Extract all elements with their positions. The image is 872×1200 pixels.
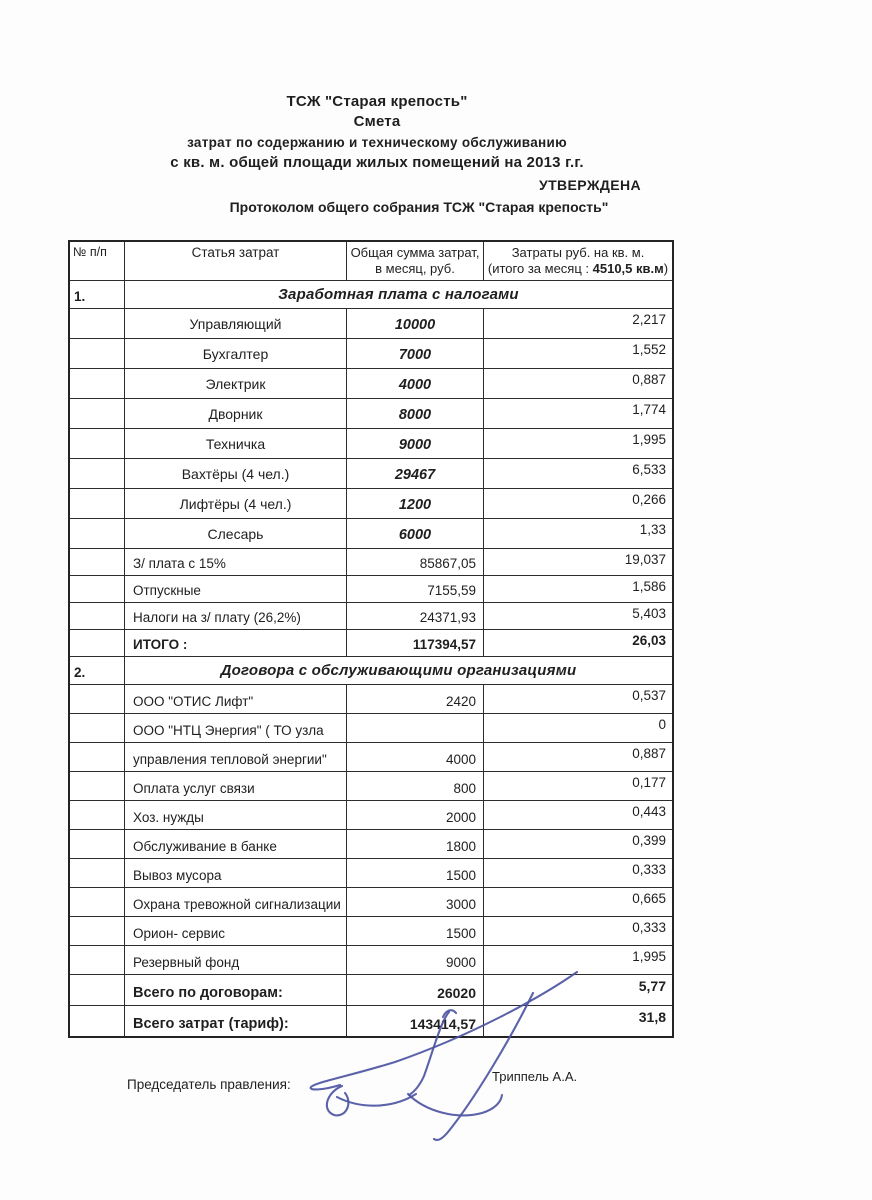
cost-table-body bbox=[70, 281, 672, 1036]
row-per-sqm: 0,399 bbox=[632, 833, 666, 848]
row-number bbox=[70, 975, 125, 1005]
row-item-label: Всего затрат (тариф): bbox=[125, 1006, 347, 1036]
row-monthly-sum: 10000 bbox=[347, 309, 484, 338]
row-per-sqm: 0,665 bbox=[632, 891, 666, 906]
row-per-sqm: 1,995 bbox=[632, 432, 666, 447]
section-title: Договора с обслуживающими организациями bbox=[220, 662, 577, 679]
row-item-label: Отпускные bbox=[125, 576, 347, 602]
row-monthly-sum: 8000 bbox=[347, 399, 484, 428]
row-item-label: ООО "НТЦ Энергия" ( ТО узла bbox=[125, 714, 347, 742]
row-monthly-sum: 7155,59 bbox=[347, 576, 484, 602]
row-number bbox=[70, 772, 125, 800]
organization-name: ТСЖ "Старая крепость" bbox=[286, 93, 468, 110]
approved-stamp-text: УТВЕРЖДЕНА bbox=[538, 177, 642, 193]
row-number: 1. bbox=[70, 281, 125, 308]
row-monthly-sum: 117394,57 bbox=[347, 630, 484, 656]
row-per-sqm: 0,887 bbox=[632, 746, 666, 761]
document-subtitle-2: с кв. м. общей площади жилых помещений на 2013 г.г. bbox=[170, 154, 584, 171]
table-header-row bbox=[70, 242, 672, 281]
row-monthly-sum: 800 bbox=[347, 772, 484, 800]
table-row bbox=[70, 830, 672, 859]
document-type: Смета bbox=[353, 113, 401, 130]
chairman-label: Председатель правления: bbox=[127, 1077, 291, 1092]
row-number bbox=[70, 1006, 125, 1036]
table-row bbox=[70, 576, 672, 603]
row-monthly-sum: 85867,05 bbox=[347, 549, 484, 575]
row-per-sqm: 0,333 bbox=[632, 862, 666, 877]
table-row bbox=[70, 603, 672, 630]
row-item-label: Вывоз мусора bbox=[125, 859, 347, 887]
row-number bbox=[70, 603, 125, 629]
section-row bbox=[70, 657, 672, 685]
row-per-sqm: 5,403 bbox=[632, 606, 666, 621]
row-monthly-sum: 29467 bbox=[347, 459, 484, 488]
table-row bbox=[70, 339, 672, 369]
row-number bbox=[70, 549, 125, 575]
row-per-sqm: 0,443 bbox=[632, 804, 666, 819]
row-monthly-sum: 24371,93 bbox=[347, 603, 484, 629]
row-per-sqm: 0,537 bbox=[632, 688, 666, 703]
row-number bbox=[70, 714, 125, 742]
row-number bbox=[70, 489, 125, 518]
document-subtitle-1: затрат по содержанию и техническому обслуживанию bbox=[187, 135, 567, 150]
row-number bbox=[70, 399, 125, 428]
row-monthly-sum: 2000 bbox=[347, 801, 484, 829]
row-per-sqm: 1,33 bbox=[639, 522, 666, 537]
row-item-label: Электрик bbox=[125, 369, 347, 398]
row-per-sqm: 6,533 bbox=[632, 462, 666, 477]
row-per-sqm: 0,177 bbox=[632, 775, 666, 790]
row-item-label: ИТОГО : bbox=[125, 630, 347, 656]
table-row bbox=[70, 549, 672, 576]
row-monthly-sum: 2420 bbox=[347, 685, 484, 713]
row-number bbox=[70, 859, 125, 887]
row-per-sqm: 1,586 bbox=[632, 579, 666, 594]
table-row bbox=[70, 946, 672, 975]
row-item-label: Вахтёры (4 чел.) bbox=[125, 459, 347, 488]
cost-table bbox=[68, 240, 674, 1038]
row-number bbox=[70, 801, 125, 829]
row-per-sqm: 1,995 bbox=[632, 949, 666, 964]
row-item-label: ООО "ОТИС Лифт" bbox=[125, 685, 347, 713]
row-monthly-sum: 1500 bbox=[347, 917, 484, 945]
row-monthly-sum: 7000 bbox=[347, 339, 484, 368]
approved-protocol-text: Протоколом общего собрания ТСЖ "Старая крепость" bbox=[229, 199, 609, 215]
row-monthly-sum: 1200 bbox=[347, 489, 484, 518]
table-row bbox=[70, 1006, 672, 1036]
section-row bbox=[70, 281, 672, 309]
row-number bbox=[70, 519, 125, 548]
row-monthly-sum: 4000 bbox=[347, 369, 484, 398]
row-number bbox=[70, 369, 125, 398]
table-row bbox=[70, 859, 672, 888]
row-per-sqm: 26,03 bbox=[632, 633, 666, 648]
row-item-label: Техничка bbox=[125, 429, 347, 458]
col-header-per-sqm: Затраты руб. на кв. м. (итого за месяц : 4510,5 кв.м) bbox=[487, 245, 669, 276]
row-monthly-sum: 1500 bbox=[347, 859, 484, 887]
table-row bbox=[70, 772, 672, 801]
row-per-sqm: 31,8 bbox=[638, 1009, 666, 1025]
row-monthly-sum: 1800 bbox=[347, 830, 484, 858]
row-monthly-sum: 9000 bbox=[347, 429, 484, 458]
row-item-label: Хоз. нужды bbox=[125, 801, 347, 829]
row-per-sqm: 1,552 bbox=[632, 342, 666, 357]
row-item-label: Управляющий bbox=[125, 309, 347, 338]
row-number bbox=[70, 309, 125, 338]
col-header-number: № п/п bbox=[70, 242, 125, 280]
row-monthly-sum bbox=[347, 714, 484, 742]
row-item-label: Резервный фонд bbox=[125, 946, 347, 974]
row-number bbox=[70, 459, 125, 488]
row-number: 2. bbox=[70, 657, 125, 684]
section-title: Заработная плата с налогами bbox=[278, 286, 519, 303]
table-row bbox=[70, 519, 672, 549]
row-number bbox=[70, 630, 125, 656]
row-monthly-sum: 4000 bbox=[347, 743, 484, 771]
chairman-name: Триппель А.А. bbox=[492, 1069, 578, 1084]
document-heading bbox=[0, 93, 754, 171]
row-number bbox=[70, 830, 125, 858]
row-number bbox=[70, 576, 125, 602]
row-monthly-sum: 26020 bbox=[347, 975, 484, 1005]
row-monthly-sum: 6000 bbox=[347, 519, 484, 548]
row-monthly-sum: 143414,57 bbox=[347, 1006, 484, 1036]
row-per-sqm: 0,333 bbox=[632, 920, 666, 935]
row-number bbox=[70, 685, 125, 713]
table-row bbox=[70, 459, 672, 489]
row-monthly-sum: 3000 bbox=[347, 888, 484, 916]
row-per-sqm: 19,037 bbox=[624, 552, 666, 567]
table-row bbox=[70, 888, 672, 917]
row-per-sqm: 0,266 bbox=[632, 492, 666, 507]
row-per-sqm: 0 bbox=[658, 717, 666, 732]
row-number bbox=[70, 888, 125, 916]
col-header-monthly-sum: Общая сумма затрат, в месяц, руб. bbox=[347, 242, 484, 280]
row-item-label: Налоги на з/ плату (26,2%) bbox=[125, 603, 347, 629]
col-header-item: Статья затрат bbox=[125, 242, 347, 280]
table-row bbox=[70, 917, 672, 946]
row-item-label: Слесарь bbox=[125, 519, 347, 548]
row-monthly-sum: 9000 bbox=[347, 946, 484, 974]
row-item-label: Бухгалтер bbox=[125, 339, 347, 368]
row-number bbox=[70, 339, 125, 368]
row-item-label: Охрана тревожной сигнализации bbox=[125, 888, 347, 916]
table-row bbox=[70, 399, 672, 429]
table-row bbox=[70, 975, 672, 1006]
row-item-label: управления тепловой энергии" bbox=[125, 743, 347, 771]
table-row bbox=[70, 369, 672, 399]
row-item-label: Лифтёры (4 чел.) bbox=[125, 489, 347, 518]
row-item-label: Орион- сервис bbox=[125, 917, 347, 945]
row-item-label: Всего по договорам: bbox=[125, 975, 347, 1005]
row-item-label: Дворник bbox=[125, 399, 347, 428]
row-per-sqm: 5,77 bbox=[638, 978, 666, 994]
table-row bbox=[70, 489, 672, 519]
row-per-sqm: 1,774 bbox=[632, 402, 666, 417]
table-row bbox=[70, 801, 672, 830]
table-row bbox=[70, 743, 672, 772]
table-row bbox=[70, 429, 672, 459]
row-number bbox=[70, 743, 125, 771]
row-per-sqm: 0,887 bbox=[632, 372, 666, 387]
row-number bbox=[70, 946, 125, 974]
row-item-label: З/ плата с 15% bbox=[125, 549, 347, 575]
table-row bbox=[70, 714, 672, 743]
row-number bbox=[70, 917, 125, 945]
table-row bbox=[70, 685, 672, 714]
table-row bbox=[70, 309, 672, 339]
row-item-label: Оплата услуг связи bbox=[125, 772, 347, 800]
row-per-sqm: 2,217 bbox=[632, 312, 666, 327]
row-item-label: Обслуживание в банке bbox=[125, 830, 347, 858]
row-number bbox=[70, 429, 125, 458]
table-row bbox=[70, 630, 672, 657]
